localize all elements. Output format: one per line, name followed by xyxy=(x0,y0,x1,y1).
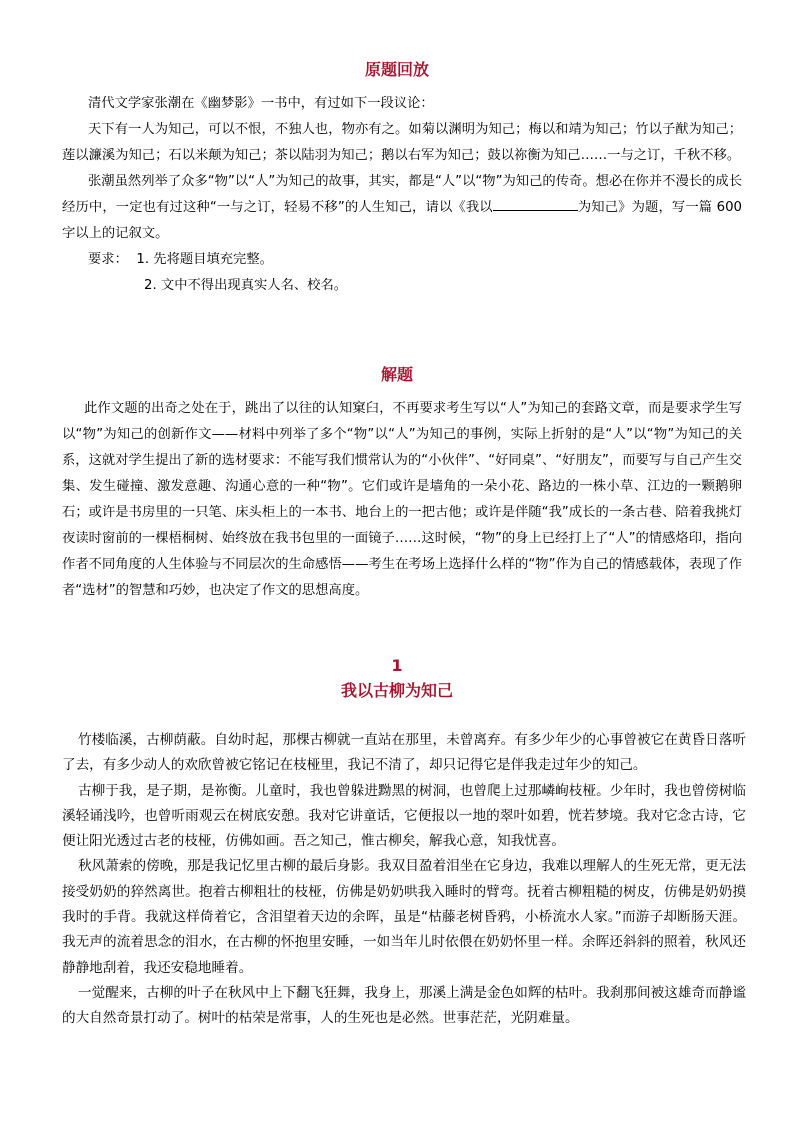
analysis-block xyxy=(62,396,742,604)
title-blank-line xyxy=(493,196,578,211)
requirement-line-1 xyxy=(62,247,742,273)
essay-paragraph-4: 一觉醒来，古柳的叶子在秋风中上下翻飞狂舞，我身上，那溪上满是金色如辉的枯叶。我刹那间被这雄奇而静谧的大自然奇景打动了。树叶的枯荣是常事，人的生死也是必然。世事茫茫，光阴难量。 xyxy=(62,984,746,1027)
essay-number: 1 xyxy=(391,656,403,675)
task-text-before-blank: 张潮虽然列举了众多“物”以“人”为知己的故事，其实，都是“人”以“物”为知己的传奇。想必在你并不漫长的成长经历中，一定也有过这种“一与之订，轻易不移”的人生知己，请以《我以 xyxy=(62,174,742,215)
task-text-after-blank: 为知己》为题，写一篇 600 字以上的记叙文。 xyxy=(62,200,742,241)
essay-body xyxy=(62,728,746,1032)
section-title-analysis: 解题 xyxy=(380,365,413,384)
analysis-body: 此作文题的出奇之处在于，跳出了以往的认知窠臼，不再要求考生写以“人”为知己的套路文章，而是要求学生写以“物”为知己的创新作文——材料中列举了多个“物”以“人”为知己的事例，实际上折射的是“人”以“物”为知己的关系，这就对学生提出了新的选材要求：不能写我们惯常认为的“小伙伴”、“好同桌”、“好朋友”，而要写与自己产生交集、发生碰撞、激发意趣、沟通心意的一种“物”。它们或许是墙角的一朵小花、路边的一株小草、江边的一颗鹅卵石；或许是书房里的一只笔、床头柜上的一本书、地台上的一把古他；或许是伴随“我”成长的一条古巷、陪着我挑灯夜读时窗前的一棵梧桐树、始终放在我书包里的一面镜子……这时候，“物”的身上已经打上了“人”的情感烙印，指向作者不同角度的人生体验与不同层次的生命感悟——考生在考场上选择什么样的“物”作为自己的情感载体，表现了作者“选材”的智慧和巧妙，也决定了作文的思想高度。 xyxy=(62,401,742,598)
essay-title: 我以古柳为知己 xyxy=(340,681,453,700)
essay-paragraph-1: 竹楼临溪，古柳荫蔽。自幼时起，那棵古柳就一直站在那里，未曾离弃。有多少年少的心事曾被它在黄昏日落听了去，有多少动人的欢欣曾被它铭记在枝桠里，我记不清了，却只记得它是伴我走过年少的知己。 xyxy=(62,732,746,774)
requirement-item-2: 2. 文中不得出现真实人名、校名。 xyxy=(144,278,348,293)
question-intro: 清代文学家张潮在《幽梦影》一书中，有过如下一段议论： xyxy=(88,96,434,111)
question-quote: 天下有一人为知己，可以不恨，不独人也，物亦有之。如菊以渊明为知己；梅以和靖为知己；竹以子猷为知己；莲以濂溪为知己；石以米颠为知己；茶以陆羽为知己；鹅以右军为知己；鼓以祢衡为知己……一与之订，千秋不移。 xyxy=(62,122,742,163)
essay-paragraph-2: 古柳于我，是子期，是祢衡。儿童时，我也曾躲进黝黑的树洞，也曾爬上过那嶙峋枝桠。少年时，我也曾傍树临溪轻诵浅吟，也曾听雨观云在树底安憩。我对它讲童话，它便报以一地的翠叶如碧，恍若梦境。我对它念古诗，它便让阳光透过古老的枝桠，仿佛如画。吾之知己，惟古柳矣，解我心意，知我忧喜。 xyxy=(62,782,746,850)
requirement-item-1: 1. 先将题目填充完整。 xyxy=(136,252,273,267)
requirement-label: 要求： xyxy=(88,252,128,267)
essay-paragraph-3: 秋风萧索的傍晚，那是我记忆里古柳的最后身影。我双目盈着泪坐在它身边，我难以理解人的生死无常，更无法接受奶奶的猝然离世。抱着古柳粗壮的枝桠，仿佛是奶奶哄我入睡时的臂弯。抚着古柳粗糙的树皮，仿佛是奶奶摸我时的手背。我就这样倚着它，含泪望着天边的余晖，虽是“枯藤老树昏鸦，小桥流水人家。”而游子却断肠天涯。我无声的流着思念的泪水，在古柳的怀抱里安睡，一如当年儿时依偎在奶奶怀里一样。余晖还斜斜的照着，秋风还静静地刮着，我还安稳地睡着。 xyxy=(62,858,746,976)
section-title-original-question: 原题回放 xyxy=(364,60,429,79)
original-question-block xyxy=(62,91,742,299)
question-task xyxy=(62,169,742,247)
